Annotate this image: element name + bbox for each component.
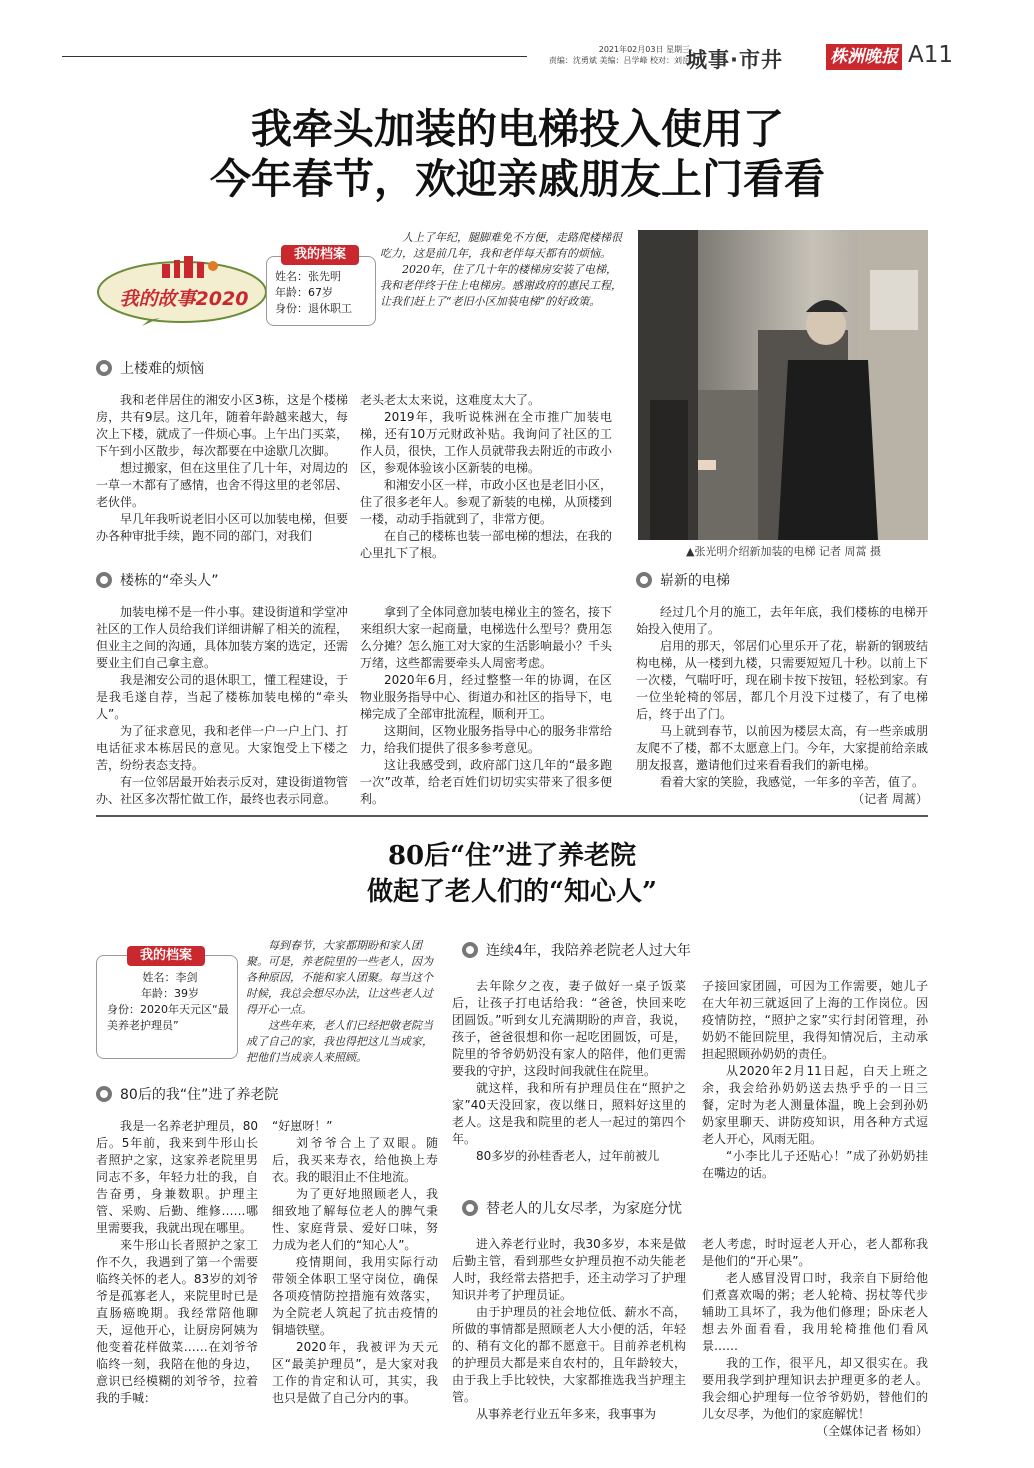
paragraph: 这期间，区物业服务指导中心的服务非常给力，给我们提供了很多参考意见。 [360, 724, 613, 755]
paragraph: 2019年，我听说株洲在全市推广加装电梯，还有10万元财政补贴。我询问了社区的工作人员，很快，工作人员就带我去附近的市政小区，参观体验该小区新装的电梯。 [360, 410, 613, 475]
paragraph: “小李比儿子还贴心！”成了孙奶奶挂在嘴边的话。 [702, 1149, 928, 1180]
paragraph: 经过几个月的施工，去年年底，我们楼栋的电梯开始投入使用了。 [636, 605, 928, 636]
story1-headline-line1: 我牵头加装的电梯投入使用了 [251, 105, 784, 153]
intro-paragraph: 每到春节，大家都期盼和家人团聚。可是，养老院里的一些老人，因为各种原因，不能和家人团聚。每当这个时候，我总会想尽办法，让这些老人过得开心一点。 [246, 939, 433, 1016]
paragraph: “好崽呀！” [272, 1119, 333, 1133]
photo-illustration [638, 230, 928, 540]
profile-tab: 我的档案 [127, 946, 205, 966]
story2-headline-line2: 做起了老人们的“知心人” [367, 877, 657, 907]
profile-name: 姓名：李剑 [142, 971, 198, 984]
bullet-ring-icon [96, 360, 112, 376]
paragraph: 和湘安小区一样，市政小区也是老旧小区，住了很多老年人。参观了新装的电梯，从顶楼到一楼，动动手指就到了，非常方便。 [360, 478, 613, 526]
paragraph: 马上就到春节，以前因为楼层太高，有一些亲戚朋友爬不了楼，都不太愿意上门。今年，大家提前给亲戚朋友报喜，邀请他们过来看看我们的新电梯。 [636, 724, 928, 772]
paragraph: 去年除夕之夜，妻子做好一桌子饭菜后，让孩子打电话给我：“爸爸，快回来吃团圆饭。”听到女儿充满期盼的声音，我说，孩子，爸爸很想和你一起吃团圆饭，可是，院里的爷爷奶奶没有家人的陪伴，他们更需要我的守护，这段时间我就住在院里。 [452, 979, 686, 1078]
profile-identity: 身份：退休职工 [275, 302, 352, 315]
profile-age: 年龄：39岁 [141, 987, 199, 1000]
profile-name: 姓名：张先明 [275, 270, 341, 283]
section-heading [462, 1198, 682, 1218]
paragraph: 启用的那天，邻居们心里乐开了花，崭新的钢玻结构电梯，从一楼到九楼，只需要短短几十秒。以前上下一次楼，气喘吁吁，现在刷卡按下按钮，轻松到家。有一位坐轮椅的邻居，都几个月没下过楼了，有了电梯后，终于出了门。 [636, 639, 928, 721]
profile-age: 年龄：67岁 [275, 286, 333, 299]
paragraph: 2020年，我被评为天元区“最美护理员”，是大家对我工作的肯定和认可，其实，我也只是做了自己分内的事。 [272, 1340, 438, 1405]
intro-paragraph: 人上了年纪，腿脚难免不方便，走路爬楼梯很吃力，这是前几年，我和老伴每天都有的烦恼。 [380, 231, 622, 260]
bullet-ring-icon [96, 572, 112, 588]
section-title: 上楼难的烦恼 [120, 361, 204, 377]
paragraph: 有一位邻居最开始表示反对，建设街道物管办、社区多次帮忙做工作，最终也表示同意。 [96, 775, 349, 806]
story2-intro [246, 938, 442, 1066]
paragraph: 80多岁的孙桂香老人，过年前被儿 [476, 1149, 660, 1163]
paragraph: 从2020年2月11日起，白天上班之余，我会给孙奶奶送去热乎乎的一日三餐，定时为老人测量体温，晚上会到孙奶奶家里聊天、讲防疫知识，用各种方式逗老人开心，风雨无阻。 [702, 1064, 928, 1146]
paragraph: 早几年我听说老旧小区可以加装电梯，但要办各种审批手续，跑不同的部门，对我们 [96, 512, 349, 543]
secA-column-1 [96, 1118, 258, 1407]
sec1-column-2 [360, 392, 612, 562]
section-title: 80后的我“住”进了养老院 [120, 1087, 279, 1103]
bullet-ring-icon [636, 572, 652, 588]
paragraph: 老人考虑，时时逗老人开心，老人都称我是他们的“开心果”。 [702, 1237, 928, 1268]
header-rule [62, 56, 527, 57]
paragraph: 从事养老行业五年多来，我事事为 [476, 1407, 657, 1421]
story1-headline-line2: 今年春节，欢迎亲戚朋友上门看看 [210, 155, 825, 203]
badge-text: 我的故事2020 [119, 288, 249, 310]
story-divider [96, 815, 928, 817]
paragraph: 进入养老行业时，我30多岁，本来是做后勤主管，看到那些女护理员抱不动失能老人时，我经常去搭把手，还主动学习了护理知识并考了护理员证。 [452, 1237, 686, 1302]
profile-card-1 [266, 247, 376, 326]
intro-paragraph: 这些年来，老人们已经把敬老院当成了自己的家，我也得把这儿当成家，把他们当成亲人来照顾。 [246, 1019, 433, 1064]
story2-headline-line1: 80后“住”进了养老院 [387, 841, 637, 871]
paragraph: 我和老伴居住的湘安小区3栋，这是个楼梯房，共有9层。这几年，随着年龄越来越大，每次上下楼，就成了一件烦心事。上午出门买菜，下午到小区散步，每次都要在中途歇几次脚。 [96, 393, 349, 458]
sec3-column [636, 604, 928, 808]
bullet-ring-icon [462, 942, 478, 958]
paragraph: 我的工作，很平凡，却又很实在。我要用我学到护理知识去护理更多的老人。我会细心护理每一位爷爷奶奶，替他们的儿女尽孝，为他们的家庭解忧！ [702, 1356, 928, 1421]
paragraph: 拿到了全体同意加装电梯业主的签名，接下来组织大家一起商量，电梯选什么型号？费用怎么分摊？怎么施工对大家的生活影响最小？千头万绪，这些都需要牵头人周密考虑。 [360, 605, 613, 670]
story1-intro [380, 230, 625, 310]
paragraph: 看着大家的笑脸，我感觉，一年多的辛苦，值了。 [660, 775, 925, 789]
paragraph: 刘爷爷合上了双眼。随后，我买来寿衣，给他换上寿衣。我的眼泪止不住地流。 [272, 1136, 438, 1184]
intro-paragraph: 2020年，住了几十年的楼梯房安装了电梯，我和老伴终于住上电梯房。感谢政府的惠民工程，让我们赶上了“老旧小区加装电梯”的好政策。 [380, 263, 622, 308]
paragraph: 加装电梯不是一件小事。建设街道和学堂冲社区的工作人员给我们详细讲解了相关的流程，但业主之间的沟通，具体加装方案的选定，还需要业主们自己拿主意。 [96, 605, 349, 670]
paragraph: 我是湘安公司的退休职工，懂工程建设，于是我毛遂自荐，当起了楼栋加装电梯的“牵头人”。 [96, 673, 349, 721]
header-date: 2021年02月03日 星期三 [598, 45, 690, 54]
paragraph: 子接回家团圆，可因为工作需要，她儿子在大年初三就返回了上海的工作岗位。因疫情防控，“照护之家”实行封闭管理，孙奶奶不能回院里，我得知情况后，主动承担起照顾孙奶奶的责任。 [702, 979, 928, 1061]
paragraph: 2020年6月，经过整整一年的协调，在区物业服务指导中心、街道办和社区的指导下，电梯完成了全部审批流程，顺利开工。 [360, 673, 613, 721]
sec1-column-1 [96, 392, 348, 545]
section-title: 连续4年，我陪养老院老人过大年 [486, 943, 691, 959]
section-title: 替老人的儿女尽孝，为家庭分忧 [486, 1201, 682, 1217]
secA-column-2 [272, 1118, 438, 1407]
section-heading [96, 1084, 278, 1104]
paragraph: 来牛形山长者照护之家工作不久，我遇到了第一个需要临终关怀的老人。83岁的刘爷爷是孤寡老人，来院里时已是直肠癌晚期。我经常陪他聊天，逗他开心，让厨房阿姨为他变着花样做菜……在刘爷爷临终一刻，我陪在他的身边，意识已经模糊的刘爷爷，拉着我的手喊： [96, 1238, 258, 1405]
paragraph: 由于护理员的社会地位低、薪水不高，所做的事情都是照顾老人大小便的活，年轻的、稍有文化的都不愿意干。目前养老机构的护理员大都是来自农村的，且年龄较大，由于我上手比较快，大家都推选我当护理主管。 [452, 1305, 686, 1404]
section-heading [636, 570, 730, 590]
bullet-ring-icon [96, 1086, 112, 1102]
profile-tab: 我的档案 [281, 245, 359, 265]
section-title: 崭新的电梯 [660, 573, 730, 589]
secC-column-1 [452, 1236, 686, 1423]
section-heading [96, 358, 204, 378]
elevator-photo [638, 230, 928, 540]
paragraph: 我是一名养老护理员，80后。5年前，我来到牛形山长者照护之家，这家养老院里男同志不多，年轻力壮的我，自告奋勇，身兼数职。护理主管、采购、后勤、维修……哪里需要我，我就出现在哪里。 [96, 1119, 258, 1235]
section-heading [462, 940, 691, 960]
section-name: 城事·市井 [686, 48, 783, 72]
header-meta [540, 44, 690, 66]
paragraph: 老头老太太来说，这难度太大了。 [360, 393, 541, 407]
profile-identity: 身份：2020年天元区“最美养老护理员” [107, 1003, 229, 1032]
paragraph: 想过搬家，但在这里住了几十年，对周边的一草一木都有了感情，也舍不得这里的老邻居、老伙伴。 [96, 461, 349, 509]
paragraph: 在自己的楼栋也装一部电梯的想法，在我的心里扎下了根。 [360, 529, 613, 560]
paragraph: 疫情期间，我用实际行动带领全体职工坚守岗位，确保各项疫情防控措施有效落实，为全院老人筑起了抗击疫情的铜墙铁壁。 [272, 1255, 438, 1337]
paragraph: 为了更好地照顾老人，我细致地了解每位老人的脾气秉性、家庭背景、爱好口味，努力成为老人们的“知心人”。 [272, 1187, 438, 1252]
sec2-column-1 [96, 604, 348, 808]
section-heading [96, 570, 219, 590]
secC-column-2 [702, 1236, 928, 1440]
byline: （记者 周蒿） [852, 792, 928, 806]
sec2-column-2 [360, 604, 612, 808]
story-badge [94, 250, 274, 326]
paragraph: 就这样，我和所有护理员住在“照护之家”40天没回家，夜以继日，照料好这里的老人。这是我和院里的老人一起过的第四个年。 [452, 1081, 686, 1146]
photo-caption: ▲张光明介绍新加装的电梯 记者 周蒿 摄 [686, 545, 881, 558]
byline: （全媒体记者 杨如） [816, 1424, 928, 1438]
paragraph: 这让我感受到，政府部门这几年的“最多跑一次”改革，给老百姓们切切实实带来了很多便利。 [360, 758, 612, 806]
bullet-ring-icon [462, 1200, 478, 1216]
section-title: 楼栋的“牵头人” [120, 573, 219, 589]
secB-column-2 [702, 978, 928, 1182]
paragraph: 老人感冒没胃口时，我亲自下厨给他们煮喜欢喝的粥；老人轮椅、拐杖等代步辅助工具坏了，我为他们修理；卧床老人想去外面看看，我用轮椅推他们看风景…… [702, 1271, 928, 1353]
paragraph: 为了征求意见，我和老伴一户一户上门、打电话征求本栋居民的意见。大家饱受上下楼之苦，纷纷表态支持。 [96, 724, 349, 772]
header-editors: 责编：沈勇斌 美编：吕学峰 校对：刘岳 [548, 56, 690, 65]
profile-card-2 [96, 948, 238, 1059]
page-number: A11 [908, 42, 954, 68]
secB-column-1 [452, 978, 686, 1165]
paper-logo: 株洲晚报 [826, 44, 902, 70]
